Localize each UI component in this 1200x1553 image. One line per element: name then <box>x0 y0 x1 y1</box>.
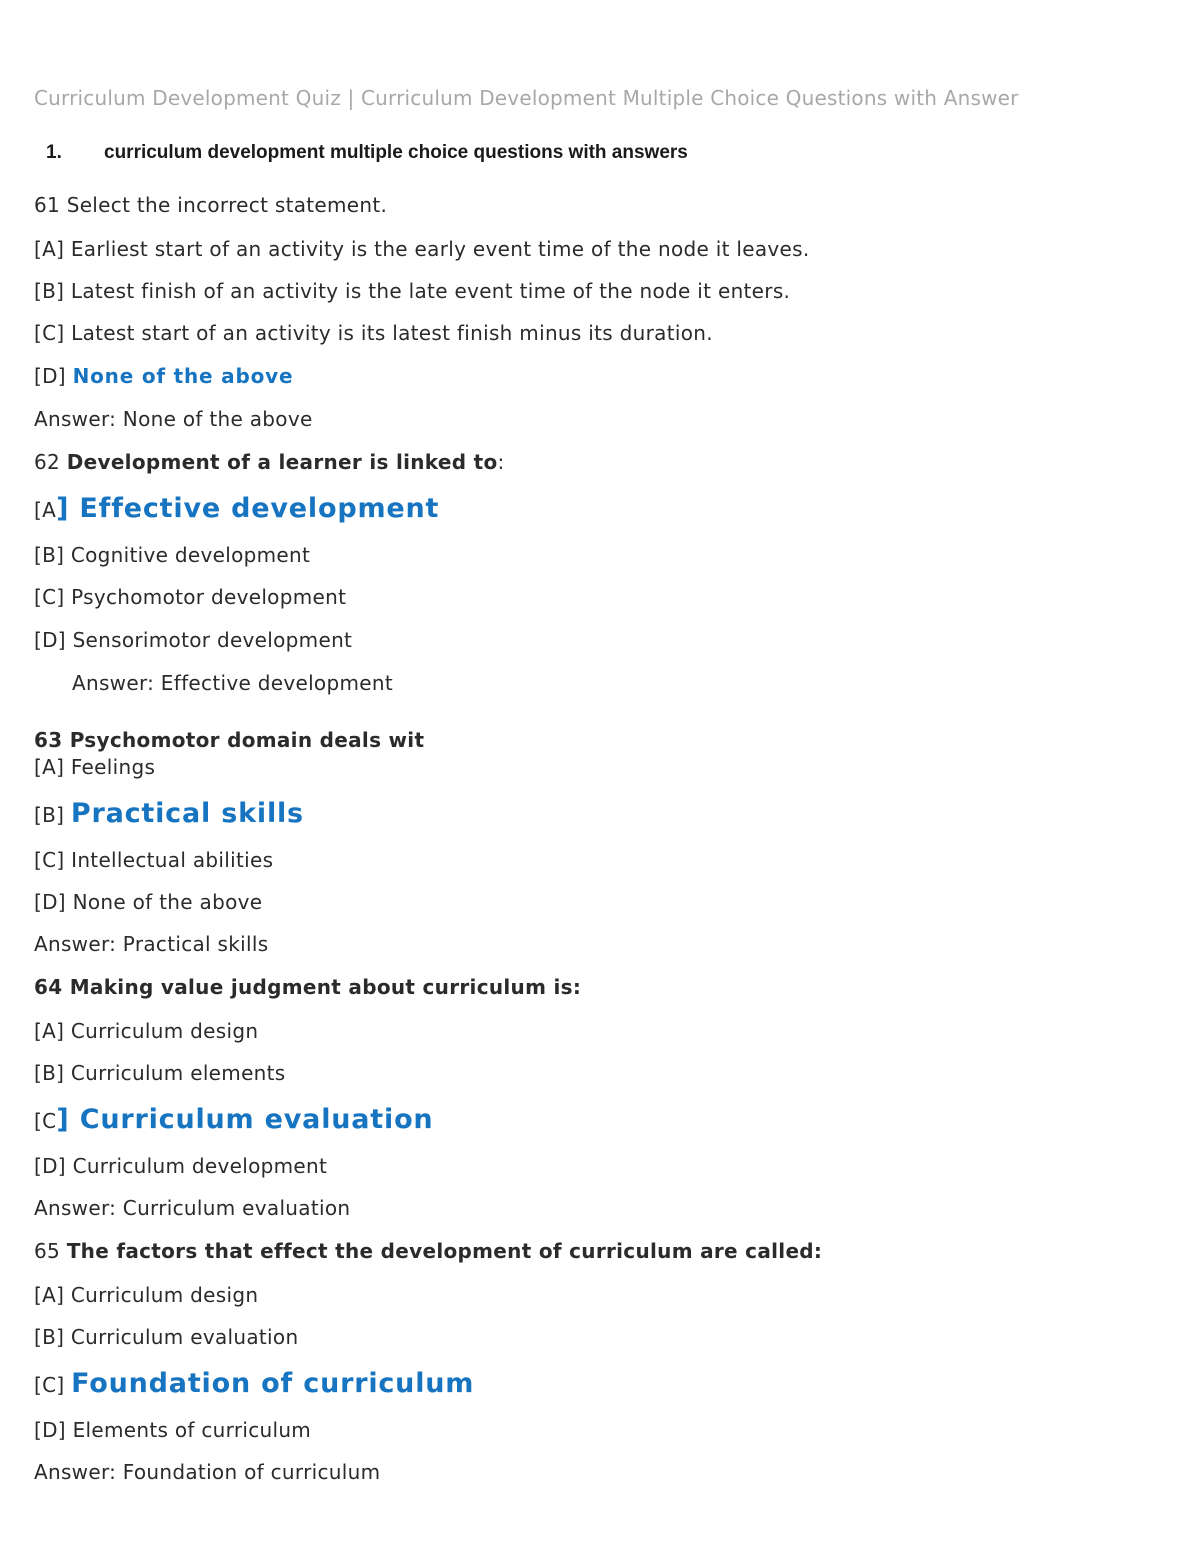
q64-option-c-prefix: [C <box>34 1109 57 1133</box>
q62-option-a-highlight: ] Effective development <box>56 493 440 524</box>
q62-stem-text: Development of a learner is linked to <box>66 450 498 474</box>
q61-stem: 61 Select the incorrect statement. <box>34 193 388 217</box>
q64-stem: 64 Making value judgment about curriculum is: <box>34 975 582 999</box>
q65-answer: Answer: Foundation of curriculum <box>34 1460 381 1484</box>
q64-option-b: [B] Curriculum elements <box>34 1061 286 1085</box>
q62-stem-colon: : <box>497 450 505 474</box>
q63-stem: 63 Psychomotor domain deals wit <box>34 728 425 752</box>
q65-option-c <box>34 1368 474 1401</box>
q62-answer: Answer: Effective development <box>72 671 393 695</box>
q61-answer: Answer: None of the above <box>34 407 313 431</box>
q65-option-a: [A] Curriculum design <box>34 1283 259 1307</box>
q65-option-c-highlight: Foundation of curriculum <box>71 1368 475 1399</box>
q63-option-c: [C] Intellectual abilities <box>34 848 274 872</box>
q62-number: 62 <box>34 450 67 474</box>
list-title: curriculum development multiple choice questions with answers <box>104 142 688 163</box>
q63-option-b-prefix: [B] <box>34 803 71 827</box>
q65-stem <box>34 1239 822 1263</box>
q62-option-c: [C] Psychomotor development <box>34 585 347 609</box>
q61-option-d-prefix: [D] <box>34 364 73 388</box>
q63-option-b-highlight: Practical skills <box>70 798 304 829</box>
q63-option-d: [D] None of the above <box>34 890 263 914</box>
q62-option-d: [D] Sensorimotor development <box>34 628 353 652</box>
q65-option-d: [D] Elements of curriculum <box>34 1418 312 1442</box>
q63-answer: Answer: Practical skills <box>34 932 269 956</box>
q61-option-b: [B] Latest finish of an activity is the late event time of the node it enters. <box>34 279 791 303</box>
q65-option-b: [B] Curriculum evaluation <box>34 1325 299 1349</box>
q65-option-c-prefix: [C] <box>34 1373 72 1397</box>
q62-option-b: [B] Cognitive development <box>34 543 311 567</box>
q65-number: 65 <box>34 1239 67 1263</box>
q65-stem-text: The factors that effect the development of curriculum are called: <box>66 1239 823 1263</box>
list-number: 1. <box>46 142 62 163</box>
q63-option-b <box>34 798 304 831</box>
q64-option-c <box>34 1104 433 1137</box>
q62-option-a-prefix: [A <box>34 498 57 522</box>
q61-option-d <box>34 364 293 388</box>
q61-option-d-highlight: None of the above <box>72 364 294 388</box>
q62-stem <box>34 450 505 474</box>
q64-option-a: [A] Curriculum design <box>34 1019 259 1043</box>
q61-option-a: [A] Earliest start of an activity is the early event time of the node it leaves. <box>34 237 810 261</box>
q62-option-a <box>34 493 439 526</box>
q64-option-c-highlight: ] Curriculum evaluation <box>56 1104 434 1135</box>
q64-answer: Answer: Curriculum evaluation <box>34 1196 351 1220</box>
q61-option-c: [C] Latest start of an activity is its latest finish minus its duration. <box>34 321 713 345</box>
document-header: Curriculum Development Quiz | Curriculum Development Multiple Choice Questions with Answer <box>34 86 1019 110</box>
q63-option-a: [A] Feelings <box>34 755 156 779</box>
q64-option-d: [D] Curriculum development <box>34 1154 328 1178</box>
